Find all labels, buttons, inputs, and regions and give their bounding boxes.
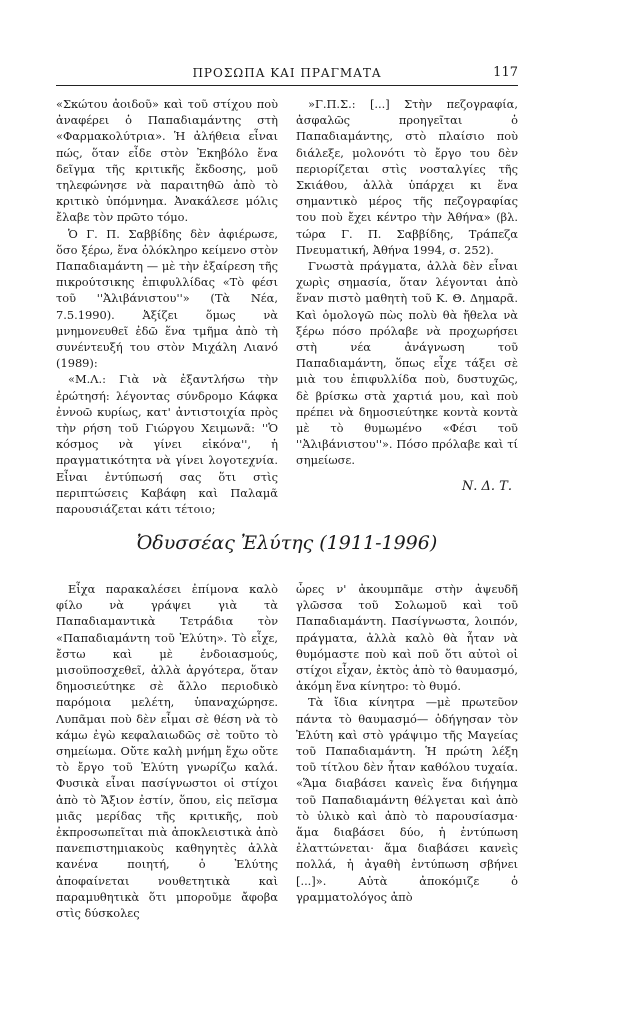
paragraph: Γνωστὰ πράγματα, ἀλλὰ δὲν εἶναι χωρὶς σημασία, ὅταν λέγονται ἀπὸ ἕναν πιστὸ μαθητὴ τοῦ Κ. Θ. Δημαρᾶ. Καὶ ὁμολογῶ πὼς πολὺ θὰ ἤθελα νὰ ξέρω πόσο πρόλαβε νὰ προχωρήσει στὴ νέα ἀνάγνωση τοῦ Παπαδιαμάντη, ὅπως εἶχε τάξει σὲ μιὰ του ἐπιφυλλίδα ποὺ, δυστυχῶς, δὲ βρίσκω στὰ χαρτιά μου, καὶ ποὺ πρέπει νὰ δημοσιεύτηκε κοντὰ κοντὰ μὲ τὸ θυμωμένο «Φέσι τοῦ ''Ἀλιβάνιστου''». Πόσο πρόλαβε καὶ τί σημείωσε. <box>296 259 518 468</box>
running-title: ΠΡΟΣΩΠΑ ΚΑΙ ΠΡΑΓΜΑΤΑ <box>192 66 382 80</box>
page-number: 117 <box>493 65 518 80</box>
paragraph: «Σκώτου ἀοιδοῦ» καὶ τοῦ στίχου ποὺ ἀναφέρει ὁ Παπαδιαμάντης στὴ «Φαρμακολύτρια». Ἡ ἀλήθεια εἶναι πώς, ὅταν εἶδε στὸν Ἐκηβόλο ἕνα δεῖγμα τῆς κριτικῆς ἔκδοσης, μοῦ τηλεφώνησε νὰ παραιτηθῶ ἀπὸ τὸ κριτικὸ ὑπόμνημα. Ἀνακάλεσε μόλις ἔλαβε τὸν πρῶτο τόμο. <box>56 97 278 225</box>
top-right-column <box>296 96 518 495</box>
bottom-left-column <box>56 581 278 921</box>
paragraph: ὧρες ν' ἀκουμπᾶμε στὴν ἀψευδῆ γλῶσσα τοῦ Σολωμοῦ καὶ τοῦ Παπαδιαμάντη. Πασίγνωστα, λοιπόν, πράγματα, ἀλλὰ καλὸ θὰ ἦταν νὰ θυμόμαστε ποὺ καὶ ποῦ ὅτι αὐτοὶ οἱ στίχοι εἶχαν, ἐκτὸς ἀπὸ τὸ θαυμασμό, ἀκόμη ἕνα κίνητρο: τὸ θυμό. <box>296 582 518 694</box>
paragraph: Εἶχα παρακαλέσει ἐπίμονα καλὸ φίλο νὰ γράψει γιὰ τὰ Παπαδιαμαντικὰ Τετράδια τὸν «Παπαδιαμάντη τοῦ Ἐλύτη». Τὸ εἶχε, ἔστω καὶ μὲ ἐνδοιασμούς, μισοϋποσχεθεῖ, ἀλλὰ ἀργότερα, ὅταν δημοσιεύτηκε σὲ ἄλλο περιοδικὸ παρόμοια μελέτη, ὑπαναχώρησε. Λυπᾶμαι ποὺ δὲν εἶμαι σὲ θέση νὰ τὸ κάμω ἐγὼ κεφαλαιωδῶς σὲ τοῦτο τὸ σημείωμα. Οὔτε καλὴ μνήμη ἔχω οὔτε τὸ ἔργο τοῦ Ἐλύτη γνωρίζω καλά. Φυσικὰ εἶναι πασίγνωστοι οἱ στίχοι ἀπὸ τὸ Ἄξιον ἐστίν, ὅπου, εἰς πεῖσμα μιᾶς μερίδας τῆς κριτικῆς, ποὺ ἐκπροσωπεῖται πιὰ ἀποκλειστικὰ ἀπὸ πανεπιστημιακοὺς καθηγητὲς ἀλλὰ κανένα ποιητή, ὁ Ἐλύτης ἀποφαίνεται νουθετητικὰ καὶ παραμυθητικὰ ὅτι μποροῦμε ἄφοβα στὶς δύσκολες <box>56 582 278 921</box>
paragraph: «Μ.Λ.: Γιὰ νὰ ἐξαντλήσω τὴν ἐρώτησή: λέγοντας σύνδρομο Κάφκα ἐννοῶ κυρίως, κατ' ἀντιστοιχία πρὸς τὴν ρήση τοῦ Γιώργου Χειμωνᾶ: ''Ὁ κόσμος νὰ γίνει εἰκόνα'', ἡ πραγματικότητα νὰ γίνει λογοτεχνία. Εἶναι ἐντύπωσή σας ὅτι στὶς περιπτώσεις Καβάφη καὶ Παλαμᾶ παρουσιάζεται κάτι τέτοιο; <box>56 372 278 517</box>
page-header <box>56 66 518 84</box>
bottom-right-column <box>296 581 518 905</box>
author-signature: Ν. Δ. Τ. <box>461 478 512 494</box>
section-title: Ὀδυσσέας Ἐλύτης (1911-1996) <box>136 532 438 554</box>
header-rule <box>56 85 518 86</box>
paragraph: »Γ.Π.Σ.: [...] Στὴν πεζογραφία, ἀσφαλῶς προηγεῖται ὁ Παπαδιαμάντης, στὸ πλαίσιο ποὺ διάλεξε, μολονότι τὸ ἔργο του δὲν περιορίζεται στὶς νοσταλγίες τῆς Σκιάθου, ἀλλὰ ὑπάρχει κι ἕνα σημαντικὸ μέρος τῆς πεζογραφίας του ποὺ ἔχει κέντρο τὴν Ἀθήνα» (βλ. τώρα Γ. Π. Σαββίδης, Τράπεζα Πνευματική, Ἀθήνα 1994, σ. 252). <box>296 97 518 257</box>
paragraph: Τὰ ἴδια κίνητρα —μὲ πρωτεῦον πάντα τὸ θαυμασμό— ὁδήγησαν τὸν Ἐλύτη καὶ στὸ γράψιμο τῆς Μαγείας τοῦ Παπαδιαμάντη. Ἡ πρώτη λέξη τοῦ τίτλου δὲν ἦταν καθόλου τυχαία. «Ἅμα διαβάσει κανεὶς ἕνα διήγημα τοῦ Παπαδιαμάντη θέλγεται καὶ ἀπὸ τὸ ὑλικὸ καὶ ἀπὸ τὸ παρουσίασμα· ἅμα διαβάσει δύο, ἡ ἐντύπωση ἐλαττώνεται· ἅμα διαβάσει κανεὶς πολλά, ἡ ἀγαθὴ ἐντύπωση σβήνει [...]». Αὐτὰ ἀποκόμιζε ὁ γραμματολόγος ἀπὸ <box>296 695 518 904</box>
paragraph: Ὁ Γ. Π. Σαββίδης δὲν ἀφιέρωσε, ὅσο ξέρω, ἕνα ὁλόκληρο κείμενο στὸν Παπαδιαμάντη — μὲ τὴν ἐξαίρεση τῆς πικρούτσικης ἐπιφυλλίδας «Τὸ φέσι τοῦ ''Ἀλιβάνιστου''» (Τὰ Νέα, 7.5.1990). Ἀξίζει ὅμως νὰ μνημονευθεῖ ἐδῶ ἕνα τμῆμα ἀπὸ τὴ συνέντευξή του στὸν Μιχάλη Λιανό (1989): <box>56 226 278 371</box>
top-left-column <box>56 96 278 517</box>
